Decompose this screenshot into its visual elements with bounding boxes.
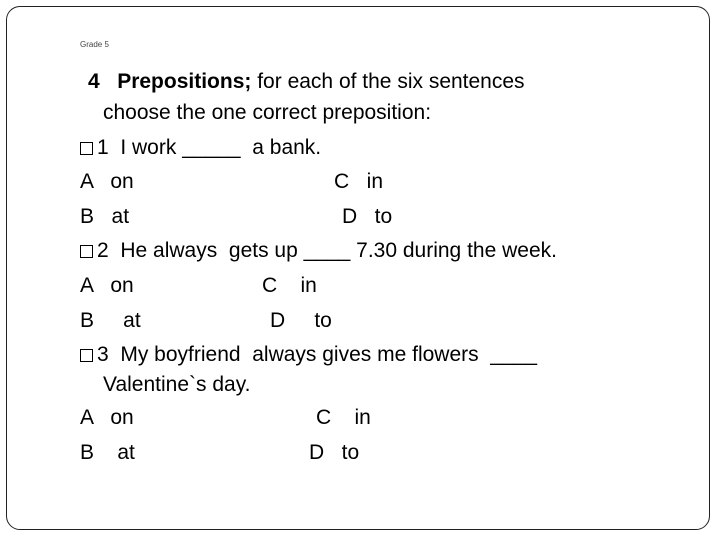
square-checkbox-icon[interactable] <box>80 245 93 258</box>
q1-option-a: A on <box>80 170 134 193</box>
q2-option-a: A on <box>80 274 134 297</box>
q3-option-a: A on <box>80 406 134 429</box>
question-1-text: 1 I work _____ a bank. <box>97 136 322 159</box>
task-title: Prepositions; <box>117 70 252 93</box>
question-3 <box>80 343 537 367</box>
q3-option-c: C in <box>316 406 371 429</box>
q1-option-d: D to <box>342 205 393 228</box>
q3-option-d: D to <box>309 441 360 464</box>
square-checkbox-icon[interactable] <box>80 349 93 362</box>
task-number: 4 <box>88 70 100 93</box>
q3-option-b: B at <box>80 441 135 464</box>
q2-option-b: B at <box>80 309 141 332</box>
question-3-text-cont: Valentine`s day. <box>103 373 251 396</box>
question-3-text: 3 My boyfriend always gives me flowers ____ <box>97 343 538 366</box>
task-instruction-2: choose the one correct preposition: <box>103 101 432 124</box>
question-2-text: 2 He always gets up ____ 7.30 during the week. <box>97 239 557 262</box>
task-heading <box>88 70 525 94</box>
grade-label: Grade 5 <box>80 40 109 49</box>
question-2 <box>80 239 557 263</box>
q1-option-c: C in <box>334 170 384 193</box>
question-1 <box>80 136 321 160</box>
q2-option-d: D to <box>270 309 332 332</box>
q1-option-b: B at <box>80 205 130 228</box>
q2-option-c: C in <box>262 274 317 297</box>
square-checkbox-icon[interactable] <box>80 142 93 155</box>
task-instruction-1: for each of the six sentences <box>251 70 525 93</box>
